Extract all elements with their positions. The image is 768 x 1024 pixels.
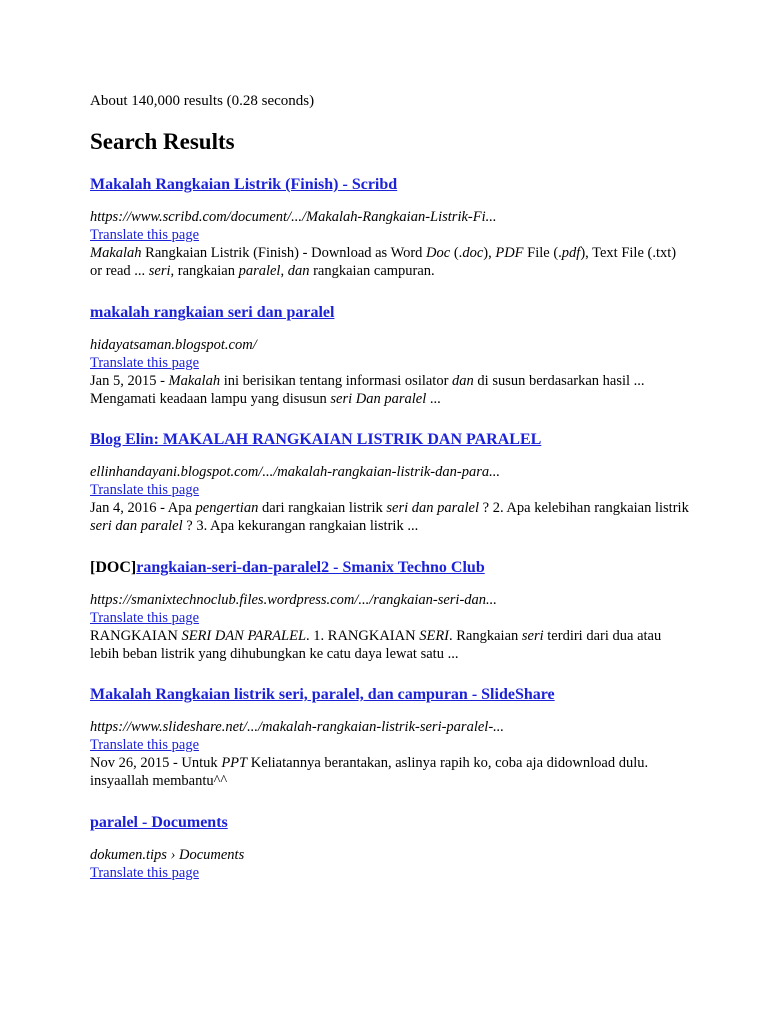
- snippet-emphasis: seri dan paralel: [386, 500, 480, 516]
- result-url: https://www.slideshare.net/.../makalah-rangkaian-listrik-seri-paralel-...: [90, 719, 505, 735]
- translate-link[interactable]: Translate this page: [90, 482, 200, 498]
- result-title: [90, 430, 690, 450]
- search-result: [90, 175, 690, 280]
- page-title: Search Results: [90, 129, 235, 154]
- result-title: [90, 558, 690, 578]
- snippet-emphasis: paralel: [238, 263, 281, 279]
- snippet-emphasis: seri: [521, 628, 544, 644]
- snippet-text: . 1. RANGKAIAN: [306, 628, 420, 644]
- snippet-text: di susun berdasarkan hasil ... Mengamati keadaan lampu yang disusun: [90, 373, 645, 407]
- result-title-link[interactable]: Makalah Rangkaian listrik seri, paralel, dan campuran - SlideShare: [90, 686, 555, 703]
- snippet-text: Rangkaian Listrik (Finish) - Download as Word: [141, 245, 427, 261]
- snippet-emphasis: doc: [462, 245, 484, 261]
- result-title-link[interactable]: Blog Elin: MAKALAH RANGKAIAN LISTRIK DAN PARALEL: [90, 431, 542, 448]
- snippet-text: ? 3. Apa kekurangan rangkaian listrik ...: [182, 518, 419, 534]
- snippet-text: , rangkaian: [170, 263, 239, 279]
- result-snippet: [90, 244, 690, 280]
- snippet-text: ), Text File (.txt) or read ...: [90, 245, 677, 279]
- result-snippet: [90, 754, 690, 790]
- snippet-text: File (.: [523, 245, 562, 261]
- result-title: [90, 175, 690, 195]
- translate-link[interactable]: Translate this page: [90, 865, 200, 881]
- result-url: https://www.scribd.com/document/.../Makalah-Rangkaian-Listrik-Fi...: [90, 209, 497, 225]
- translate-link[interactable]: Translate this page: [90, 227, 200, 243]
- snippet-emphasis: pengertian: [195, 500, 259, 516]
- result-title: [90, 685, 690, 705]
- snippet-text: Jan 4, 2016 - Apa: [90, 500, 196, 516]
- result-title-link[interactable]: paralel - Documents: [90, 814, 228, 831]
- result-url: https://smanixtechnoclub.files.wordpress.com/.../rangkaian-seri-dan...: [90, 592, 497, 608]
- snippet-text: Jan 5, 2015 -: [90, 373, 169, 389]
- result-title-link[interactable]: makalah rangkaian seri dan paralel: [90, 304, 335, 321]
- snippet-emphasis: dan: [452, 373, 474, 389]
- snippet-text: ini berisikan tentang informasi osilator: [220, 373, 453, 389]
- result-url: ellinhandayani.blogspot.com/.../makalah-rangkaian-listrik-dan-para...: [90, 464, 500, 480]
- file-type-prefix: [DOC]: [90, 559, 137, 576]
- result-title-link[interactable]: Makalah Rangkaian Listrik (Finish) - Scribd: [90, 176, 398, 193]
- snippet-text: . Rangkaian: [449, 628, 522, 644]
- result-url: dokumen.tips › Documents: [90, 847, 245, 863]
- snippet-emphasis: pdf: [561, 245, 581, 261]
- snippet-emphasis: Makalah: [90, 245, 142, 261]
- snippet-emphasis: SERI DAN PARALEL: [181, 628, 307, 644]
- snippet-text: ? 2. Apa kelebihan rangkaian listrik: [479, 500, 689, 516]
- search-result: [90, 303, 690, 408]
- snippet-emphasis: Doc: [426, 245, 451, 261]
- snippet-text: ...: [426, 391, 441, 407]
- snippet-text: Nov 26, 2015 - Untuk: [90, 755, 222, 771]
- snippet-text: rangkaian campuran.: [309, 263, 435, 279]
- result-snippet: [90, 499, 690, 535]
- snippet-emphasis: PPT: [221, 755, 248, 771]
- result-url: hidayatsaman.blogspot.com/: [90, 337, 257, 353]
- search-result: [90, 430, 690, 535]
- snippet-emphasis: seri dan paralel: [90, 518, 183, 534]
- snippet-text: dari rangkaian listrik: [258, 500, 387, 516]
- result-title: [90, 303, 690, 323]
- result-title: [90, 813, 690, 833]
- result-stats: About 140,000 results (0.28 seconds): [90, 93, 315, 109]
- snippet-emphasis: PDF: [495, 245, 524, 261]
- snippet-emphasis: seri Dan paralel: [330, 391, 427, 407]
- result-snippet: [90, 627, 690, 663]
- snippet-text: (.: [450, 245, 463, 261]
- snippet-text: ),: [483, 245, 496, 261]
- search-result: [90, 685, 690, 790]
- result-snippet: [90, 372, 690, 408]
- snippet-text: terdiri dari dua atau lebih beban listrik yang dihubungkan ke catu daya lewat satu ...: [90, 628, 662, 662]
- snippet-emphasis: seri: [148, 263, 171, 279]
- snippet-emphasis: SERI: [419, 628, 450, 644]
- translate-link[interactable]: Translate this page: [90, 610, 200, 626]
- snippet-text: RANGKAIAN: [90, 628, 182, 644]
- snippet-text: ,: [280, 263, 288, 279]
- search-result: [90, 813, 690, 882]
- snippet-emphasis: Makalah: [168, 373, 221, 389]
- translate-link[interactable]: Translate this page: [90, 355, 200, 371]
- result-title-link[interactable]: rangkaian-seri-dan-paralel2 - Smanix Techno Club: [136, 559, 485, 576]
- translate-link[interactable]: Translate this page: [90, 737, 200, 753]
- snippet-emphasis: dan: [287, 263, 310, 279]
- search-result: [90, 558, 690, 663]
- snippet-text: Keliatannya berantakan, aslinya rapih ko, coba aja didownload dulu. insyaallah membantu^^: [90, 755, 649, 789]
